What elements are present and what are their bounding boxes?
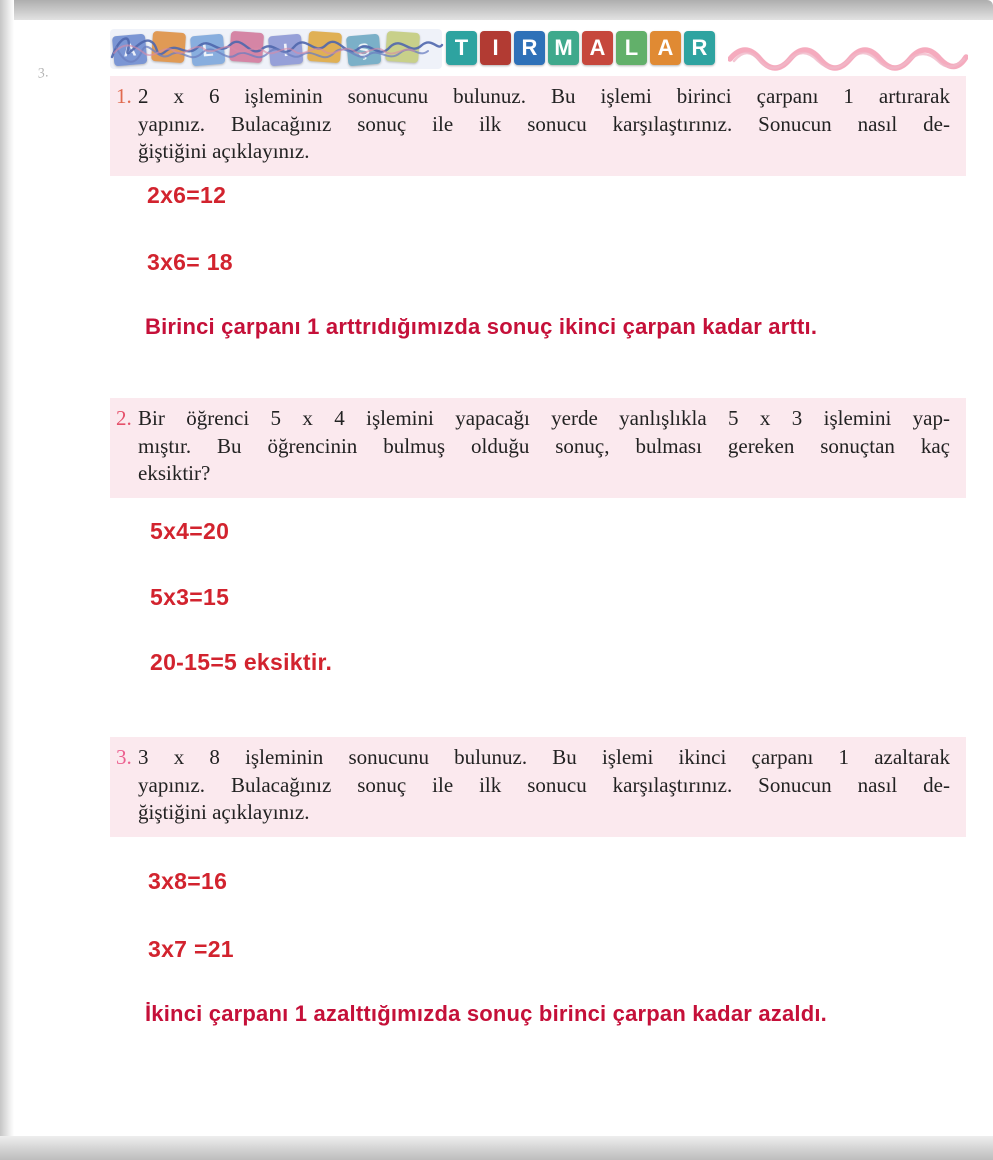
letter-tile-scribbled: L (190, 34, 225, 67)
letter-tile-scribbled: A (112, 34, 147, 67)
question-3-line-3: ğiştiğini açıklayınız. (138, 800, 310, 824)
letter-tile-scribbled: I (268, 34, 303, 67)
letter-tile: R (684, 31, 715, 65)
page-edge-bottom (0, 1136, 993, 1160)
letter-tile: L (616, 31, 647, 65)
question-3-line-2: yapınız. Bulacağınız sonuç ile ilk sonucu karşılaştırınız. Sonucun nasıl de- (138, 772, 950, 797)
question-1-conclusion: Birinci çarpanı 1 arttrıdığımızda sonuç ikinci çarpan kadar arttı. (145, 314, 818, 339)
page-edge-top (0, 0, 993, 20)
question-3-text (138, 744, 950, 827)
question-1-work-1: 2x6=12 (147, 182, 227, 208)
question-2 (110, 398, 966, 498)
question-1-text (138, 83, 950, 166)
letter-tile: T (446, 31, 477, 65)
letter-tile-scribbled: Ş (346, 34, 381, 67)
question-2-line-1: Bir öğrenci 5 x 4 işlemini yapacağı yerde yanlışlıkla 5 x 3 işlemini yap- (138, 406, 950, 430)
question-3-number: 3. (116, 745, 132, 769)
question-2-text (138, 405, 950, 488)
question-2-number: 2. (116, 406, 132, 430)
question-1-line-2: yapınız. Bulacağınız sonuç ile ilk sonucu karşılaştırınız. Sonucun nasıl de- (138, 111, 950, 136)
question-1-line-3: ğiştiğini açıklayınız. (138, 139, 310, 163)
question-3-work-2: 3x7 =21 (148, 936, 234, 962)
question-1 (110, 76, 966, 176)
question-2-line-2: mıştır. Bu öğrencinin bulmuş olduğu sonuç, bulması gereken sonuçtan kaç (138, 433, 950, 458)
question-2-work-3: 20-15=5 eksiktir. (150, 649, 333, 675)
letter-tile: A (582, 31, 613, 65)
pen-scribble-icon (106, 27, 446, 73)
letter-tile: M (548, 31, 579, 65)
question-3-line-1: 3 x 8 işleminin sonucunu bulunuz. Bu işlemi ikinci çarpanı 1 azaltarak (138, 745, 950, 769)
question-1-work-2: 3x6= 18 (147, 249, 233, 275)
scribbled-letter-tiles (110, 29, 442, 69)
question-2-line-3: eksiktir? (138, 461, 211, 485)
letter-tile: A (650, 31, 681, 65)
question-1-number: 1. (116, 84, 132, 108)
letter-tile: I (480, 31, 511, 65)
question-1-line-1: 2 x 6 işleminin sonucunu bulunuz. Bu işlemi birinci çarpanı 1 artırarak (138, 84, 950, 108)
margin-pencil-note: 3. (36, 65, 50, 82)
exercises-header (110, 27, 966, 73)
question-3-conclusion: İkinci çarpanı 1 azalttığımızda sonuç birinci çarpan kadar azaldı. (145, 1001, 827, 1026)
page-edge-left (0, 0, 14, 1160)
question-2-work-2: 5x3=15 (150, 584, 230, 610)
pink-wave-icon (728, 43, 968, 71)
question-2-work-1: 5x4=20 (150, 518, 230, 544)
question-3-work-1: 3x8=16 (148, 868, 228, 894)
letter-tiles-tirmalar (446, 31, 718, 65)
letter-tile: R (514, 31, 545, 65)
question-3 (110, 737, 966, 837)
